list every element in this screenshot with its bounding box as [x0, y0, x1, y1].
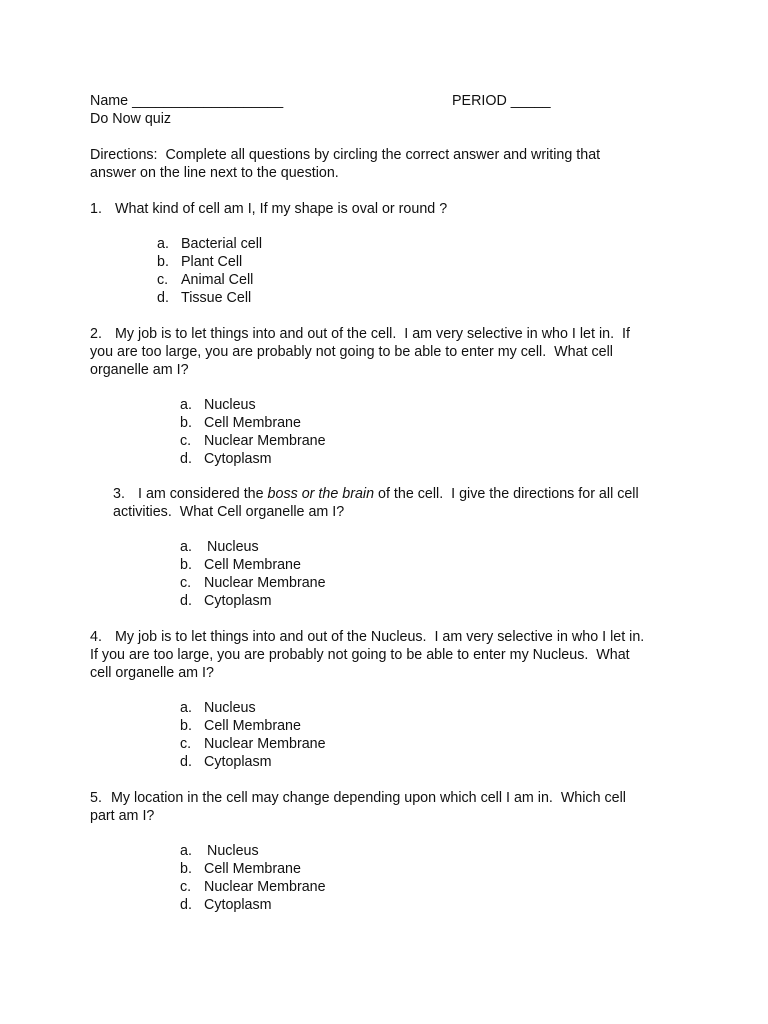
directions-line-1: Directions: Complete all questions by circling the correct answer and writing that	[90, 147, 601, 163]
question-text-line	[138, 485, 639, 503]
question-text-segment: I am considered the	[138, 486, 268, 502]
option-text[interactable]: Nuclear Membrane	[204, 433, 326, 449]
option-letter: b.	[180, 557, 192, 573]
option-letter: b.	[157, 254, 169, 270]
option-text[interactable]: Cytoplasm	[204, 593, 272, 609]
option-text[interactable]: Plant Cell	[181, 254, 243, 270]
name-field-label: Name ___________________	[90, 93, 284, 109]
option-text[interactable]: Cell Membrane	[204, 718, 301, 734]
option-text[interactable]: Nuclear Membrane	[204, 736, 326, 752]
question-number: 3.	[113, 486, 125, 502]
option-letter: a.	[157, 236, 169, 252]
option-letter: d.	[180, 754, 192, 770]
option-text[interactable]: Cell Membrane	[204, 415, 301, 431]
option-text[interactable]: Cytoplasm	[204, 754, 272, 770]
option-text[interactable]: Animal Cell	[181, 272, 254, 288]
option-letter: d.	[180, 593, 192, 609]
option-letter: c.	[180, 433, 192, 449]
option-text[interactable]: Nucleus	[204, 397, 256, 413]
option-text[interactable]: Nuclear Membrane	[204, 879, 326, 895]
question-number: 2.	[90, 326, 102, 342]
option-text[interactable]: Cytoplasm	[204, 897, 272, 913]
option-letter: c.	[180, 575, 192, 591]
option-letter: a.	[180, 700, 192, 716]
option-letter: a.	[180, 397, 192, 413]
question-text-line: organelle am I?	[90, 362, 189, 378]
question-text-line: part am I?	[90, 808, 155, 824]
option-text[interactable]: Nuclear Membrane	[204, 575, 326, 591]
option-letter: b.	[180, 718, 192, 734]
question-text-line: My job is to let things into and out of the Nucleus. I am very selective in who I let in.	[115, 629, 645, 645]
question-number: 5.	[90, 790, 102, 806]
question-text-line: activities. What Cell organelle am I?	[113, 504, 345, 520]
question-text-line: What kind of cell am I, If my shape is oval or round ?	[115, 201, 448, 217]
directions-line-2: answer on the line next to the question.	[90, 165, 339, 181]
question-text-line: If you are too large, you are probably not going to be able to enter my Nucleus. What	[90, 647, 630, 663]
option-letter: b.	[180, 861, 192, 877]
emphasized-text: boss or the brain	[267, 486, 375, 502]
option-text[interactable]: Cytoplasm	[204, 451, 272, 467]
option-text[interactable]: Cell Membrane	[204, 557, 301, 573]
option-letter: b.	[180, 415, 192, 431]
period-field-label: PERIOD _____	[452, 93, 551, 109]
question-number: 4.	[90, 629, 102, 645]
option-text[interactable]: Bacterial cell	[181, 236, 263, 252]
option-letter: c.	[180, 879, 192, 895]
question-text-line: My job is to let things into and out of the cell. I am very selective in who I let in. If	[115, 326, 630, 342]
quiz-subtitle: Do Now quiz	[90, 111, 172, 127]
option-letter: c.	[157, 272, 169, 288]
question-number: 1.	[90, 201, 102, 217]
option-letter: a.	[180, 843, 192, 859]
option-letter: d.	[180, 451, 192, 467]
option-text[interactable]: Cell Membrane	[204, 861, 301, 877]
option-letter: d.	[180, 897, 192, 913]
question-text-line: you are too large, you are probably not going to be able to enter my cell. What cell	[90, 344, 613, 360]
option-text[interactable]: Tissue Cell	[181, 290, 252, 306]
option-text[interactable]: Nucleus	[207, 539, 259, 555]
question-text-segment: of the cell. I give the directions for all cell	[374, 486, 639, 502]
option-letter: d.	[157, 290, 169, 306]
option-text[interactable]: Nucleus	[207, 843, 259, 859]
option-text[interactable]: Nucleus	[204, 700, 256, 716]
question-text-line: My location in the cell may change depending upon which cell I am in. Which cell	[111, 790, 626, 806]
question-text-line: cell organelle am I?	[90, 665, 214, 681]
option-letter: a.	[180, 539, 192, 555]
option-letter: c.	[180, 736, 192, 752]
